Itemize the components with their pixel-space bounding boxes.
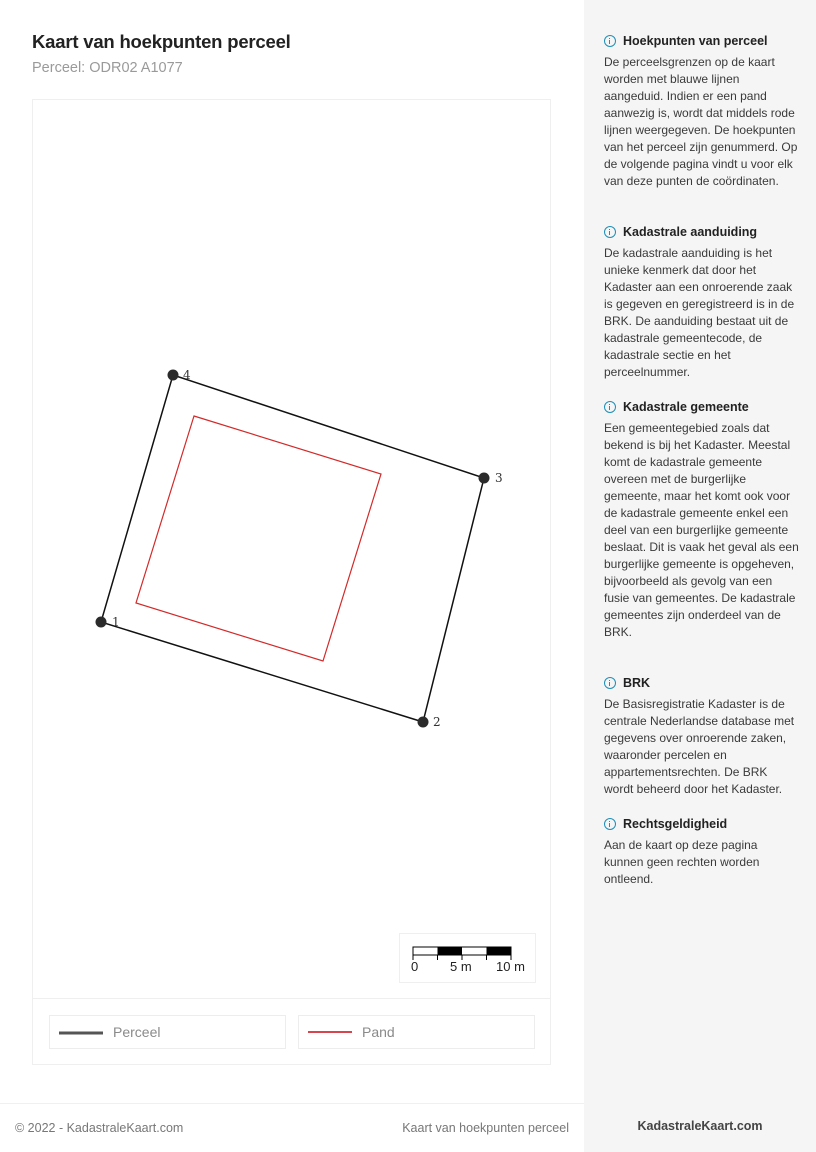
info-section-rechtsgeldigheid bbox=[604, 816, 800, 888]
vertex-point-3 bbox=[479, 473, 490, 484]
perceel-line-swatch bbox=[59, 1031, 103, 1035]
map-legend bbox=[33, 998, 550, 1065]
info-section-kadastrale-aanduiding bbox=[604, 224, 800, 381]
section-title: BRK bbox=[623, 676, 651, 690]
scale-label-10m: 10 m bbox=[496, 959, 525, 974]
scale-bar bbox=[399, 933, 536, 983]
section-title: Kadastrale aanduiding bbox=[623, 225, 758, 239]
scale-label-0: 0 bbox=[411, 959, 419, 974]
page-footer bbox=[0, 1103, 584, 1150]
vertex-point-1 bbox=[96, 617, 107, 628]
info-icon bbox=[604, 677, 616, 689]
parcel-subtitle: Perceel: ODR02 A1077 bbox=[32, 60, 183, 76]
section-body: De perceelsgrenzen op de kaart worden met blauwe lijnen aangeduid. Indien er een pand aanwezig is, wordt dat middels rode lijnen weergegeven. De hoekpunten van het perceel zijn genummerd. Op de volgende pagina vindt u voor elk van deze punten de coördinaten. bbox=[604, 55, 798, 188]
footer-doc-title: Kaart van hoekpunten perceel bbox=[402, 1121, 569, 1135]
info-icon bbox=[604, 401, 616, 413]
footer-copyright: © 2022 - KadastraleKaart.com bbox=[15, 1121, 184, 1135]
section-title: Kadastrale gemeente bbox=[623, 400, 749, 414]
map-area bbox=[33, 100, 550, 998]
section-body: Een gemeentegebied zoals dat bekend is bij het Kadaster. Meestal komt de kadastrale gemeente overeen met de burgerlijke gemeente, maar het komt ook voor de kadastrale gemeente enkel een deel van een burgerlijke gemeente beslaat. Dit is vaak het geval als een burgerlijke gemeente is opgeheven, bijvoorbeeld als gevolg van een fusie van gemeentes. De kadastrale gemeentes zijn onderdeel van de BRK. bbox=[604, 421, 799, 639]
map-card bbox=[32, 99, 551, 1065]
section-body: De kadastrale aanduiding is het unieke kenmerk dat door het Kadaster aan een onroerende zaak is gegeven en geregistreerd is in de BRK. De aanduiding bestaat uit de kadastrale gemeentecode, de kadastrale sectie en het perceelnummer. bbox=[604, 246, 795, 379]
scale-label-5m: 5 m bbox=[450, 959, 472, 974]
vertex-point-4 bbox=[168, 370, 179, 381]
legend-item-perceel bbox=[49, 1015, 286, 1049]
pand-line-swatch bbox=[308, 1031, 352, 1033]
legend-label: Pand bbox=[362, 1024, 395, 1040]
parcel-boundary bbox=[101, 375, 484, 722]
page-title: Kaart van hoekpunten perceel bbox=[32, 31, 291, 52]
info-section-brk bbox=[604, 675, 800, 798]
vertex-label-3: 3 bbox=[495, 471, 503, 485]
info-icon bbox=[604, 35, 616, 47]
section-title: Hoekpunten van perceel bbox=[623, 34, 768, 48]
vertex-label-1: 1 bbox=[112, 615, 120, 629]
legend-label: Perceel bbox=[113, 1024, 161, 1040]
legend-item-pand bbox=[298, 1015, 535, 1049]
section-title: Rechtsgeldigheid bbox=[623, 817, 728, 831]
vertex-label-4: 4 bbox=[183, 368, 191, 382]
info-section-kadastrale-gemeente bbox=[604, 399, 800, 641]
vertex-label-2: 2 bbox=[433, 715, 441, 729]
building-outline bbox=[136, 416, 381, 661]
info-section-hoekpunten bbox=[604, 33, 800, 190]
scale-segment bbox=[438, 947, 463, 955]
scale-segment bbox=[487, 947, 512, 955]
info-icon bbox=[604, 226, 616, 238]
vertex-point-2 bbox=[418, 717, 429, 728]
info-icon bbox=[604, 818, 616, 830]
section-body: Aan de kaart op deze pagina kunnen geen rechten worden ontleend. bbox=[604, 838, 760, 886]
section-body: De Basisregistratie Kadaster is de centrale Nederlandse database met gegevens over onroerende zaken, waaronder percelen en appartementsrechten. De BRK wordt beheerd door het Kadaster. bbox=[604, 697, 795, 796]
brand-logo-text[interactable]: KadastraleKaart.com bbox=[637, 1119, 763, 1133]
